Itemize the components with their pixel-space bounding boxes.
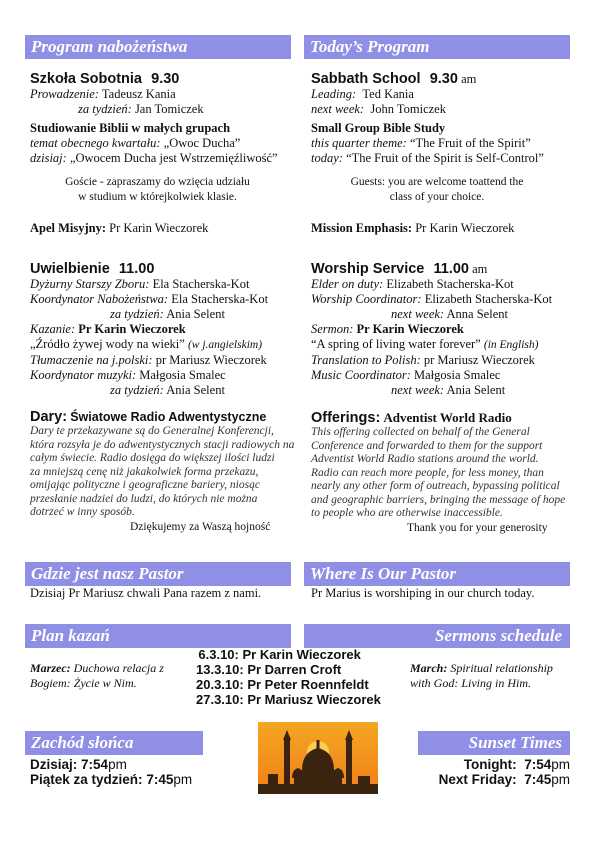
schedule-item: 20.3.10: Pr Peter Roennfeldt (196, 677, 369, 692)
pl-sermon-label: Kazanie: (30, 322, 76, 336)
en-next-friday-time: 7:45 (524, 772, 552, 787)
en-gifts-line: Radio can reach more people, for less money, than (311, 466, 544, 479)
pl-elder-label: Dyżurny Starszy Zboru: (30, 277, 150, 291)
sermons-header-en: Sermons schedule (304, 624, 570, 648)
left-section-header: Program nabożeństwa (25, 35, 291, 59)
en-transl-name: pr Mariusz Wieczorek (423, 353, 535, 367)
en-theme-label: this quarter theme: (311, 136, 407, 150)
en-ss-time: 9.30 (429, 71, 458, 87)
pl-gifts-line: dotrzeć w inny sposób. (30, 506, 135, 518)
pl-music-next-name: Ania Selent (166, 383, 225, 397)
pl-gifts-line: Dary te przekazywane są do Generalnej Konferencji, (30, 425, 274, 437)
schedule-item: 6.3.10: Pr Karin Wieczorek (198, 647, 361, 662)
pastor-text-en: Pr Marius is worshiping in our church today. (311, 586, 535, 600)
pl-gifts-line: która rozsyła je do adwentystycznych stacji radiowych na (30, 438, 295, 451)
pl-sermon-name: Pr Karin Wieczorek (78, 322, 186, 336)
en-music-label: Music Coordinator: (311, 368, 411, 382)
pl-today-pm: pm (108, 757, 127, 772)
en-sermon-lang: (in English) (483, 339, 539, 351)
pl-music-name: Małgosia Smalec (139, 368, 226, 382)
en-guests-2: class of your choice. (389, 191, 485, 203)
pl-gifts-sub: Światowe Radio Adwentystyczne (70, 410, 267, 424)
pl-today-label: dzisiaj: (30, 151, 67, 165)
en-thanks: Thank you for your generosity (407, 521, 548, 534)
pl-music-label: Koordynator muzyki: (30, 368, 137, 382)
en-elder-name: Elizabeth Stacherska-Kot (386, 277, 514, 291)
pl-month-theme-1: Duchowa relacja z (73, 661, 164, 675)
en-mission-label: Mission Emphasis: (311, 221, 413, 235)
en-worship-title: Worship Service (311, 261, 425, 277)
en-coord-label: Worship Coordinator: (311, 292, 422, 306)
sermons-theme-pl (30, 661, 164, 691)
en-theme-value: “The Fruit of the Spirit” (409, 136, 531, 150)
en-elder-label: Elder on duty: (311, 277, 384, 291)
en-program (311, 70, 581, 536)
pl-transl-label: Tłumaczenie na j.polski: (30, 353, 153, 367)
pl-gifts-line: całym świecie. Radio dosięga do większej ilości ludzi (30, 452, 275, 464)
en-ss-am: am (461, 72, 477, 86)
pl-worship-title: Uwielbienie (30, 261, 110, 277)
pl-lead-label: Prowadzenie: (30, 87, 99, 101)
pl-study-title: Studiowanie Biblii w małych grupach (30, 121, 231, 135)
en-lead-name: Ted Kania (362, 87, 414, 101)
en-month-theme-1: Spiritual relationship (450, 661, 553, 675)
right-section-header: Today’s Program (304, 35, 570, 59)
en-next-friday-pm: pm (551, 772, 570, 787)
en-next-name: John Tomiczek (370, 102, 446, 116)
en-coord-next-label: next week: (391, 307, 445, 321)
pl-program (30, 70, 298, 535)
pl-next-friday-time: 7:45 (146, 772, 174, 787)
pl-today-value: „Owocem Ducha jest Wstrzemięźliwość” (69, 151, 278, 165)
pl-sermon-title: „Źródło żywej wody na wieki” (30, 337, 185, 351)
sermons-header-pl: Plan kazań (25, 624, 291, 648)
en-worship-time: 11.00 (433, 261, 469, 277)
en-gifts-line: to people who are otherwise inaccessible. (311, 507, 503, 519)
pl-elder-name: Ela Stacherska-Kot (152, 277, 250, 291)
en-gifts-sub: Adventist World Radio (383, 410, 512, 425)
en-sermon-title: “A spring of living water forever” (311, 337, 481, 351)
en-today-value: “The Fruit of the Spirit is Self-Control” (346, 151, 544, 165)
schedule-item: 27.3.10: Pr Mariusz Wieczorek (196, 692, 381, 707)
en-sermon-name: Pr Karin Wieczorek (356, 322, 464, 336)
sunset-times-pl (30, 757, 192, 787)
en-tonight-time: 7:54 (524, 757, 552, 772)
pl-gifts-line: przesłanie nadziei do ludzi, do których nie można (30, 492, 258, 505)
mosque-silhouette-icon (258, 722, 378, 794)
en-tonight-pm: pm (551, 757, 570, 772)
pl-next-friday-pm: pm (173, 772, 193, 787)
pl-theme-value: „Owoc Ducha” (163, 136, 241, 150)
pl-next-friday-label: Piątek za tydzień: (30, 772, 143, 787)
pl-guests-2: w studium w którejkolwiek klasie. (78, 191, 237, 203)
en-today-label: today: (311, 151, 343, 165)
pl-gifts-text (30, 425, 298, 520)
pl-coord-next-label: za tydzień: (110, 307, 164, 321)
en-study-title: Small Group Bible Study (311, 121, 446, 135)
pl-gifts-line: omijając polityczne i geograficzne bariery, niosąc (30, 479, 260, 491)
pl-theme-label: temat obecnego kwartału: (30, 136, 161, 150)
sermons-theme-en (410, 661, 553, 691)
en-gifts-line: Conference and forwarded to them for the support (311, 439, 543, 452)
en-mission-name: Pr Karin Wieczorek (415, 221, 515, 235)
sunset-silhouette-image (258, 722, 378, 794)
en-gifts-line: Adventist World Radio stations around the world. (311, 453, 539, 465)
pl-transl-name: pr Mariusz Wieczorek (155, 353, 267, 367)
en-guests-1: Guests: you are welcome toattend the (350, 176, 524, 188)
sunset-header-pl: Zachód słońca (25, 731, 203, 755)
en-tonight-label: Tonight: (463, 757, 517, 772)
pl-month-theme-2: Bogiem: Życie w Nim. (30, 676, 137, 690)
schedule-item: 13.3.10: Pr Darren Croft (196, 662, 342, 677)
en-lead-label: Leading: (311, 87, 357, 101)
en-music-next-name: Ania Selent (446, 383, 506, 397)
en-coord-name: Elizabeth Stacherska-Kot (424, 292, 553, 306)
en-gifts-text (311, 426, 581, 521)
pl-coord-label: Koordynator Nabożeństwa: (30, 292, 169, 306)
en-gifts-line: nearly any other form of outreach, bypassing political (311, 480, 560, 492)
pl-coord-name: Ela Stacherska-Kot (171, 292, 269, 306)
en-next-friday-label: Next Friday: (438, 772, 517, 787)
pl-ss-time: 9.30 (151, 71, 180, 87)
pl-lead-name: Tadeusz Kania (101, 87, 176, 101)
en-transl-label: Translation to Polish: (311, 353, 421, 367)
en-gifts-line: This offering collected on behalf of the General (311, 426, 530, 438)
pl-month: Marzec: (30, 661, 71, 675)
pl-music-next-label: za tydzień: (110, 383, 164, 397)
pl-mission-name: Pr Karin Wieczorek (109, 221, 209, 235)
pl-gifts-line: za mniejszą cenę niż jakakolwiek forma przekazu, (30, 465, 259, 478)
pastor-header-pl: Gdzie jest nasz Pastor (25, 562, 291, 586)
pl-today-label: Dzisiaj: (30, 757, 78, 772)
pastor-header-en: Where Is Our Pastor (304, 562, 570, 586)
en-music-next-label: next week: (391, 383, 445, 397)
en-next-label: next week: (311, 102, 365, 116)
en-coord-next-name: Anna Selent (446, 307, 508, 321)
en-music-name: Małgosia Smalec (414, 368, 501, 382)
en-ss-title: Sabbath School (311, 71, 421, 87)
pl-guests-1: Goście - zapraszamy do wzięcia udziału (65, 176, 250, 188)
pl-mission-label: Apel Misyjny: (30, 221, 107, 235)
pastor-text-pl: Dzisiaj Pr Mariusz chwali Pana razem z nami. (30, 586, 262, 600)
pl-next-label: za tydzień: (78, 102, 132, 116)
en-gifts-line: and geographic barriers, bringing the message of hope (311, 493, 566, 506)
pl-next-name: Jan Tomiczek (134, 102, 204, 116)
pl-today-time: 7:54 (81, 757, 109, 772)
pl-ss-title: Szkoła Sobotnia (30, 71, 142, 87)
pl-coord-next-name: Ania Selent (166, 307, 225, 321)
en-worship-am: am (472, 262, 488, 276)
en-month-theme-2: with God: Living in Him. (410, 676, 532, 690)
en-gifts-title: Offerings: (311, 410, 381, 426)
pl-worship-time: 11.00 (118, 261, 155, 277)
en-month: March: (410, 661, 448, 675)
pl-thanks: Dziękujemy za Waszą hojność (130, 520, 271, 533)
pl-gifts-title: Dary: (30, 409, 68, 425)
sunset-header-en: Sunset Times (418, 731, 570, 755)
en-sermon-label: Sermon: (311, 322, 354, 336)
sunset-times-en (418, 757, 570, 787)
pl-sermon-lang: (w j.angielskim) (187, 339, 263, 351)
sermons-schedule (196, 647, 381, 707)
